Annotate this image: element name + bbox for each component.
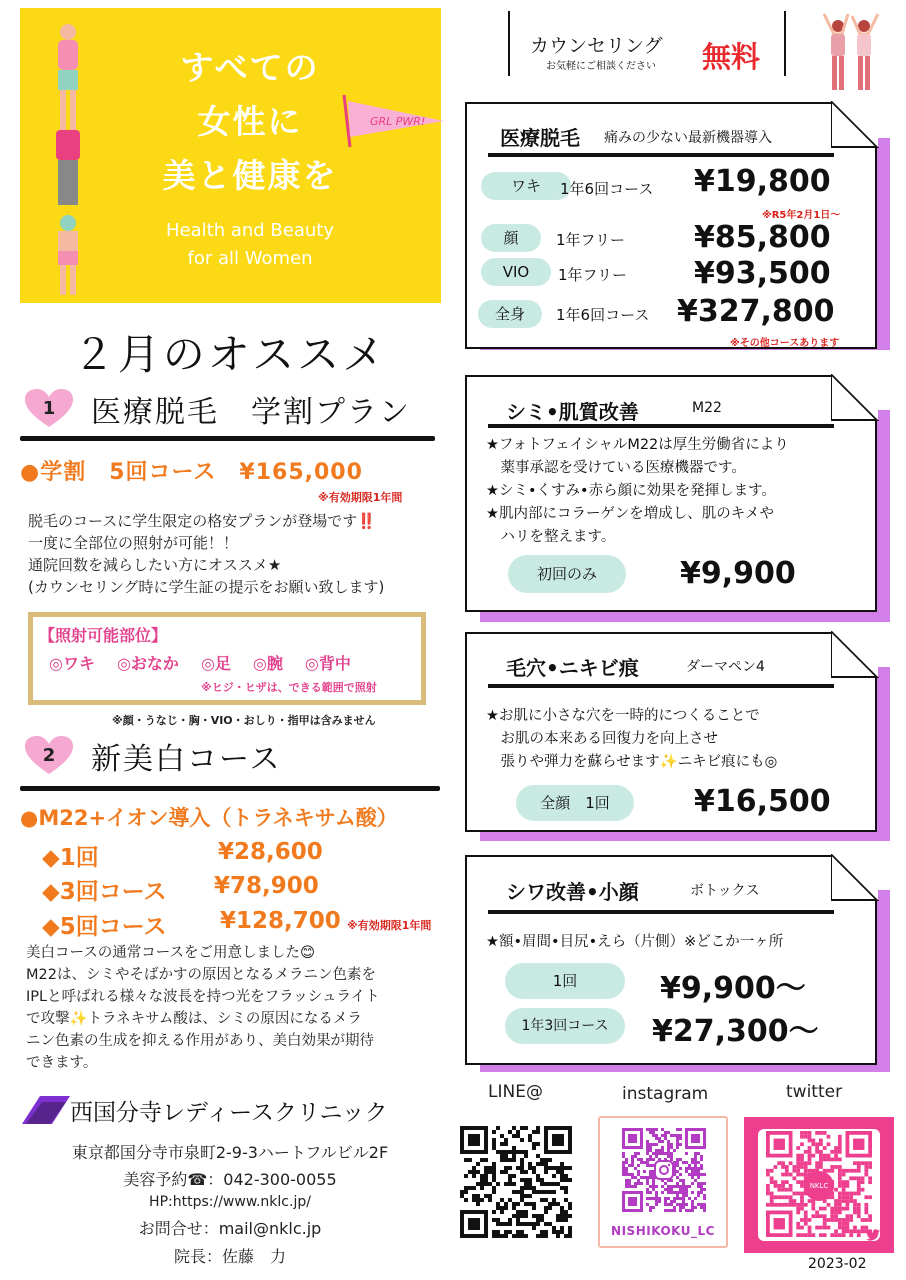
hero-title-line-1: すべての [180,48,320,87]
section1-desc-line: 一度に全部位の照射が可能！！ [28,534,239,552]
pore-card-text [486,705,777,774]
wrinkle-price: ¥27,300〜 [652,1014,819,1049]
area-item: ◎背中 [304,654,351,673]
treatment-areas-box [28,612,426,705]
hair-part-pill: ワキ [481,172,571,200]
section2-heading [25,734,282,778]
counseling-sub: お気軽にご相談ください [546,61,656,72]
clinic-director: 院長：佐藤 力 [173,1247,286,1266]
section1-offer: ●学割 5回コース ¥165,000 [20,460,363,485]
spot-price: ¥9,900 [680,556,796,591]
area-item: ◎腕 [252,654,283,673]
pore-line: ★お肌に小さな穴を一時的につくることで [486,708,760,724]
section2-price-label: ◆5回コース [42,914,167,940]
section2-desc-line: M22は、シミやそばかすの原因となるメラニン色素を [26,967,376,983]
hero-banner [20,8,441,303]
pore-line: 張りや弾力を蘇らせます✨ニキビ痕にも◎ [486,754,778,770]
section2-rule [20,786,440,791]
area-item: ◎足 [200,654,231,673]
spot-line: ★フォトフェイシャルM22は厚生労働省により [486,437,789,453]
section1-heading [25,387,411,431]
instagram-label: instagram [622,1084,709,1104]
hero-subtitle-line-1: Health and Beauty [166,220,334,241]
spot-card-title: シミ•肌質改善 [506,400,639,424]
clinic-email[interactable]: お問合せ：mail@nklc.jp [138,1219,322,1238]
section2-desc-line: できます。 [26,1055,98,1071]
hair-plan: 1年フリー [558,266,627,284]
clinic-name: 西国分寺レディースクリニック [70,1100,388,1126]
card-rule [488,424,834,428]
hair-note-date: ※R5年2月1日〜 [762,210,841,221]
areas-note: ※ヒジ・ヒザは、できる範囲で照射 [201,681,377,694]
spot-line: ★肌内部にコラーゲンを増成し、肌のキメや [486,506,774,522]
hair-part-pill: 全身 [478,300,542,328]
women-tower-illustration [48,18,88,298]
hair-card-title: 医療脱毛 [500,126,580,150]
section1-description [28,510,438,598]
section2-description [26,942,456,1074]
card-fold-corner [831,631,879,679]
spot-pill: 初回のみ [508,555,626,593]
line-label: LINE@ [488,1082,543,1102]
section2-number: 2 [42,745,56,766]
hair-part-pill: 顔 [481,224,541,252]
twitter-label: twitter [786,1082,843,1102]
grl-pwr-flag-icon [340,93,450,148]
section1-offer-note: ※有効期限1年間 [318,491,403,504]
line-qr-code[interactable] [460,1126,572,1238]
spot-line: ハリを整えます。 [486,529,616,545]
spot-card-text [486,434,789,549]
hair-plan: 1年6回コース [560,180,654,198]
areas-title: 【照射可能部位】 [39,626,168,645]
wrinkle-card-title: シワ改善•小顔 [506,880,639,904]
counseling-title: カウンセリング [530,35,663,57]
section2-price-value: ¥128,700 [220,908,341,934]
excluded-areas-note: ※顔・うなじ・胸・VIO・おしり・指甲は含みません [112,714,376,727]
hair-price: ¥19,800 [694,164,831,199]
section1-desc-line: 脱毛のコースに学生限定の格安プランが登場です‼️ [28,512,376,530]
main-title: ２月のオススメ [72,330,388,379]
instagram-icon [654,1160,674,1180]
section2-prices-note: ※有効期限1年間 [347,919,432,932]
hair-price: ¥327,800 [677,294,835,329]
clinic-address: 東京都国分寺市泉町2-9-3ハートフルビル2F [71,1143,389,1162]
section2-price-label: ◆3回コース [42,879,167,905]
section2-title: 新美白コース [91,742,282,777]
card-rule [488,153,834,157]
section1-desc-line: (カウンセリング時に学生証の提示をお願い致します) [28,578,385,596]
spot-line: ★シミ•くすみ•赤ら顔に効果を発揮します。 [486,483,776,499]
heart-number-icon [25,736,73,776]
section1-number: 1 [42,398,56,419]
card-fold-corner [831,854,879,902]
hero-title-line-2: 女性に [197,102,303,141]
pore-card-title: 毛穴•ニキビ痕 [506,656,639,680]
section1-rule [20,436,435,441]
hair-plan: 1年フリー [556,231,625,249]
pore-line: お肌の本来ある回復力を向上させ [486,731,718,747]
pore-pill: 全顔 1回 [516,785,634,821]
issue-date: 2023-02 [808,1256,867,1272]
wrinkle-card-sub: ボトックス [690,883,760,899]
card-fold-corner [831,374,879,422]
section2-desc-line: IPLと呼ばれる様々な波長を持つ光をフラッシュライト [26,989,380,1005]
section2-price-value: ¥28,600 [218,839,323,865]
section2-price-label: ◆1回 [42,845,99,871]
clinic-website-link[interactable]: HP:https://www.nklc.jp/ [149,1194,311,1210]
area-item: ◎ワキ [49,654,95,673]
area-item: ◎おなか [116,654,179,673]
hair-price: ¥93,500 [694,256,831,291]
wrinkle-pill: 1回 [505,963,625,999]
section2-offer: ●M22+イオン導入（トラネキサム酸） [20,806,398,830]
cheering-women-icon [818,12,884,94]
counseling-free: 無料 [702,40,761,74]
spot-line: 薬事承認を受けている医療機器です。 [486,460,746,476]
wrinkle-price: ¥9,900〜 [660,971,806,1006]
clinic-phone[interactable]: 美容予約☎：042-300-0055 [123,1170,337,1189]
hair-price: ¥85,800 [694,220,831,255]
flag-text: GRL PWR! [370,115,426,128]
section2-price-value: ¥78,900 [214,873,319,899]
counseling-banner [508,11,786,76]
clinic-logo-icon [22,1096,70,1124]
wrinkle-line: ★額•眉間•目尻•えら（片側）※どこか一ヶ所 [486,934,784,950]
pore-price: ¥16,500 [694,784,831,819]
instagram-qr-frame[interactable] [598,1116,728,1248]
card-rule [488,910,834,914]
pore-card-sub: ダーマペン4 [686,659,765,675]
section2-desc-line: ニン色素の生成を抑える作用があり、美白効果が期待 [26,1033,374,1049]
hero-subtitle-line-2: for all Women [187,248,313,269]
hero-title-line-3: 美と健康を [162,156,338,195]
spot-card-sub: M22 [692,400,722,416]
twitter-qr-frame[interactable] [744,1117,894,1253]
card-rule [488,684,834,688]
instagram-name: NISHIKOKU_LC [611,1224,715,1238]
heart-number-icon [25,389,73,429]
section2-desc-line: 美白コースの通常コースをご用意しました😊 [26,945,316,961]
section1-title: 医療脱毛 学割プラン [91,395,411,430]
twitter-badge: NKLC [804,1171,834,1201]
twitter-bird-icon [866,1229,880,1241]
wrinkle-pill: 1年3回コース [505,1008,625,1044]
areas-list [49,651,351,674]
section2-desc-line: で攻撃✨トラネキサム酸は、シミの原因になるメラ [26,1011,362,1027]
hair-part-pill: VIO [481,258,551,286]
hair-card-sub: 痛みの少ない最新機器導入 [604,130,772,146]
hair-plan: 1年6回コース [556,306,650,324]
hair-note-other: ※その他コースあります [730,338,840,349]
section1-desc-line: 通院回数を減らしたい方にオススメ★ [28,556,282,574]
card-fold-corner [831,101,879,149]
